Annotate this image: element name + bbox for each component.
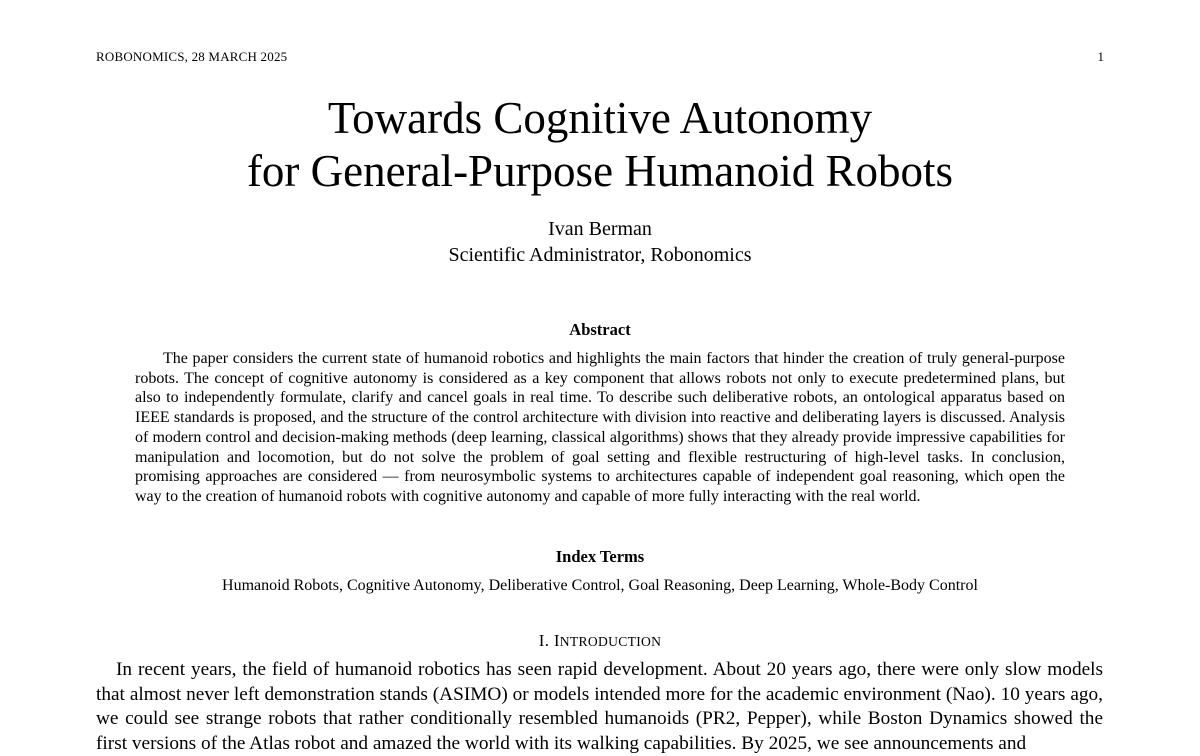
abstract-heading: Abstract xyxy=(569,320,631,339)
author-name: Ivan Berman xyxy=(548,218,652,240)
index-terms-text: Humanoid Robots, Cognitive Autonomy, Deliberative Control, Goal Reasoning, Deep Learning, Whole-Body Control xyxy=(222,577,978,594)
heading-smallcaps: NTRODUCTION xyxy=(559,634,662,649)
paper-title xyxy=(0,92,1200,198)
heading-initial: I xyxy=(553,631,560,650)
title-line-1: Towards Cognitive Autonomy xyxy=(327,93,873,143)
section-numeral: I. xyxy=(538,631,550,650)
introduction-heading xyxy=(0,631,1200,651)
page-number: 1 xyxy=(1097,49,1104,64)
abstract-text: The paper considers the current state of humanoid robotics and highlights the main factors that hinder the creation of truly general-purpose robots. The concept of cognitive autonomy is considered as a key component that allows robots not only to execute predetermined plans, but also to independently formulate, clarify and cancel goals in real time. To describe such deliberative robots, an ontological apparatus based on IEEE standards is proposed, and the structure of the control architecture with division into reactive and deliberating layers is discussed. Analysis of modern control and decision-making methods (deep learning, classical algorithms) shows that they already provide impressive capabilities for manipulation and locomotion, but do not solve the problem of goal setting and flexible restructuring of high-level tasks. In conclusion, promising approaches are considered — from neurosymbolic systems to architectures capable of independent goal reasoning, which open the way to the creation of humanoid robots with cognitive autonomy and capable of more fully interacting with the real world. xyxy=(135,350,1065,505)
author-affiliation: Scientific Administrator, Robonomics xyxy=(448,244,752,266)
index-terms-heading: Index Terms xyxy=(555,547,645,566)
running-head: ROBONOMICS, 28 MARCH 2025 xyxy=(96,49,288,64)
title-line-2: for General-Purpose Humanoid Robots xyxy=(246,146,954,196)
introduction-text: In recent years, the field of humanoid robotics has seen rapid development. About 20 years ago, there were only slow models that almost never left demonstration stands (ASIMO) or models intended more for the academic environment (Nao). 10 years ago, we could see strange robots that rather conditionally resembled humanoids (PR2, Pepper), while Boston Dynamics showed the first versions of the Atlas robot and amazed the world with its walking capabilities. By 2025, we see announcements and xyxy=(96,659,1103,754)
